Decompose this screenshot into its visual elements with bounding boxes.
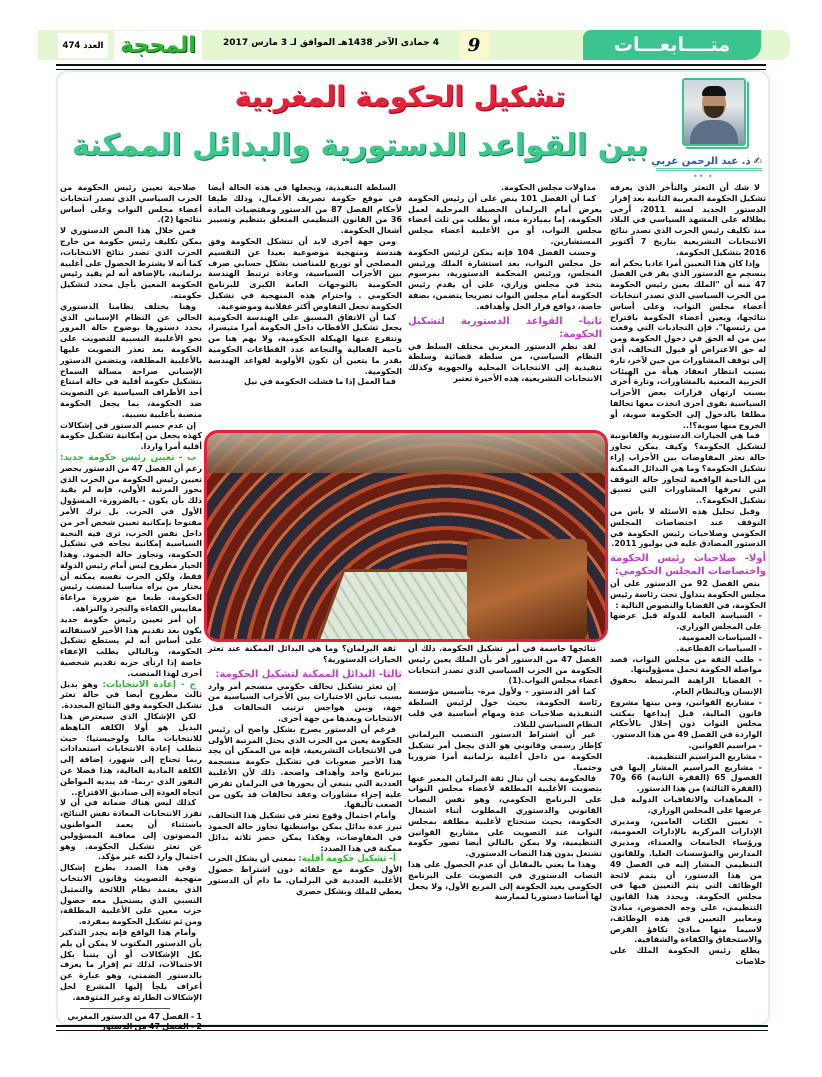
list-item: - تعيين الكتاب العامين، ومديري الإدارات المركزية بالإدارات العمومية، ورؤساء الجامعات والعمداء، ومديري المدارس والمؤسسات العليا. وللقانون التنظيمي المشار إليه في الفصل 49 من هذا الدستور، أن يتمم لائحة الوظائف التي يتم التعيين فيها في مجلس الحكومة. ويحدد هذا القانون التنظيمي، على وجه الخصوص، مبادئ ومعايير التعيين في هذه الوظائف، لاسيما منها مبادئ تكافؤ الفرص والاستحقاق والكفاءة والشفافية. bbox=[610, 816, 762, 945]
column-4 bbox=[60, 183, 202, 1033]
paragraph: فما العمل إذا ما فشلت الحكومة في نيل bbox=[243, 377, 396, 387]
paragraph: ومن جهة أخرى لابد أن تتشكل الحكومة وفق هندسة ومنهجية موضوعية بعيدا عن التقسيم المصلحي أو توزيع للمناصب بشكل حسابي صرف بين الأحزاب السياسية، وعادة ترتبط الهندسة الحكومية بالتوجهات العامة الكبرى للبرنامج الحكومي . واحترام هذه المنهجية في تشكيل الحكومة تجعل التفاوض أكثر عقلانية وموضوعية. bbox=[208, 236, 402, 311]
article-subtitle: بين القواعد الدستورية والبدائل الممكنة bbox=[71, 128, 649, 163]
list-item: - مراسيم القوانين. bbox=[688, 741, 762, 751]
paragraph: فما هي الخيارات الدستورية والقانونية لتشكيل الحكومة؟ وكيف يمكن تجاوز حالة تعثر المفاوضات بين الأحزاب إزاء تشكيل الحكومة؟ وما هي البدائل الممكنة من الناحية الواقعية لتجاوز حالة التوقف التي تعرفها المشاورات التي تسبق تشكيل الحكومة؟.. bbox=[610, 431, 766, 506]
magazine-logo: المحجة bbox=[114, 31, 202, 60]
paragraph: فالحكومة يجب أن تنال ثقة البرلمان المعبر عنها بتصويت الأغلبية المطلقة لأعضاء مجلس النواب على البرنامج الحكومي، وهو نفس النصاب القانوني والدستوري المطلوب أثناء اشتغال الحكومة، بحيث ستحتاج لأغلبية مطلقة بمجلس النواب عند التصويت على مشاريع القوانين التنظيمية، ولا يمكن بالتالي أيضا تصور حكومة تشتغل بدون هذا النصاب الدستوري. bbox=[408, 773, 602, 859]
paragraph: ينص الفصل 92 من الدستور على أن مجلس الحكومة يتداول تحت رئاسة رئيس الحكومة، في القضايا والنصوص التالية : bbox=[610, 579, 766, 610]
column-3-top bbox=[208, 183, 402, 388]
subheading-lead: ب - تعيين رئيس حكومة جديد: bbox=[60, 452, 196, 463]
footnote-divider bbox=[80, 1008, 170, 1009]
subheading-lead: أ- تشكيل حكومة أقلية: bbox=[298, 854, 396, 865]
paragraph: يطلع رئيس الحكومة الملك على خلاصات bbox=[610, 946, 766, 966]
column-2-top bbox=[408, 183, 602, 385]
paragraph: إن عدم حسم الدستور في إشكالات كهذه يجعل من إمكانية تشكيل حكومة أقلية أمرا واردا. bbox=[60, 420, 202, 452]
decorative-dots: •• • bbox=[693, 172, 714, 181]
paragraph: فرغم أن الدستور يصرح بشكل واضح أن رئيس الحكومة يعين من الحزب الذي يحتل المرتبة الأولى في الانتخابات التشريعية، فإنه من الممكن أن يجد هذا الأخير صعوبات في تشكيل حكومة منسجمة ببرنامج واحد وأهداف واضحة. ذلك لأن الأغلبية العددية التي ينبغي أن يحوزها في البرلمان تفرض عليه إجراء مشاورات وعقد تحالفات قد يكون من الصعب تأليفها. bbox=[208, 724, 402, 810]
list-item: - القضايا الراهنة المرتبطة بحقوق الإنسان وبالنظام العام. bbox=[610, 676, 762, 697]
section-heading: ثانيا- القواعد الدستورية لتشكيل الحكومة: bbox=[408, 315, 602, 340]
paragraph: صلاحية تعيين رئيس الحكومة من الحزب السياسي الذي تصدر انتخابات أعضاء مجلس النواب وعلى أساس نتائجها (2). bbox=[60, 183, 202, 225]
footer-divider bbox=[56, 1025, 768, 1031]
paragraph: لقد نظم الدستور المغربي مختلف السلط في النظام السياسي، من سلطة قضائية وسلطة تنفيذية إلى الانتخابات المحلية والجهوية وكذلك الانتخابات التشريعية، هذه الأخيرة تعتبر bbox=[408, 341, 602, 383]
author-byline bbox=[651, 156, 762, 171]
author-photo bbox=[682, 78, 746, 146]
paragraph-with-lead bbox=[208, 854, 402, 897]
pen-icon: ✍ bbox=[753, 156, 762, 167]
paragraph-text: رغم أن الفصل 47 من الدستور يحصر تعيين رئيس الحكومة من الحزب الذي يحوز المرتبة الأولى، فإنه لم يقيد ذلك بأن يكون - بالضرورة- المسؤول الأول في الحزب. بل ترك الأمر مفتوحا بإمكانية تعيين شخص آخر من داخل نفس الحزب، ترى فيه النخبة السياسية إمكانية نجاحه في تشكيل الحكومة، وتجاوز حالة الجمود. وهذا الخيار مطروح ليس أمام رئيس الدولة فقط، ولكن الحزب نفسه يمكنه أن يختار من يراه مناسبا لمنصب رئيس الحكومة، طبعا مع ضرورة مراعاة مقاييس الكفاءة والتجرد والنزاهة. bbox=[60, 463, 202, 614]
list-item: - مشاريع القوانين، ومن بينها مشروع قانون المالية، قبل إيداعها بمكتب مجلس النواب دون إخلال بالأحكام الواردة في الفصل 49 من هذا الدستور. bbox=[610, 697, 762, 740]
paragraph: وأمام احتمال وقوع تعثر في تشكيل هذا التحالف، تبرز عدة بدائل يمكن بواسطتها تجاوز حالة الجمود في المفاوضات، وهكذا يمكن حصر ثلاثة بدائل ممكنة في هذا الصدد: bbox=[208, 811, 402, 853]
paragraph: وإذا كان هذا التعيين أمرا عاديا بحكم أنه ينسجم مع الدستور الذي يقر في الفصل 47 منه أن "الملك يعين رئيس الحكومة من الحزب السياسي الذي تصدر انتخابات أعضاء مجلس النواب، وعلى أساس نتائجها، ويعين أعضاء الحكومة باقتراح من رئيسها". فإن التجاذبات التي وقعت بين من له الحق في دخول الحكومة ومن له حق الاعتراض أو قبول التحالف، أدى إلى توقف المشاورات من حين لآخر، تارة بسبب انتظار انعقاد هيأة من الهيئات الحزبية المعنية بالمشاورات، وتارة أخرى بسبب ارتهان قرارات بعض الأحزاب السياسية بقوى أخرى اتخذت معها تحالفا مطلقا بالدخول إلى الحكومة سوية، أو الخروج منها سوية؟!.. bbox=[610, 258, 766, 430]
list-item: - السياسة العامة للدولة قبل عرضها على المجلس الوزاري. bbox=[610, 611, 762, 632]
page-number: 9 bbox=[459, 31, 489, 59]
list-item: - طلب الثقة من مجلس النواب، قصد مواصلة الحكومة تحمل مسؤوليتها. bbox=[610, 654, 762, 675]
section-heading: أولا- صلاحيات رئيس الحكومة واختصاصات المجلس الحكومي: bbox=[610, 553, 766, 578]
paragraph: مداولات مجلس الحكومة. bbox=[501, 183, 596, 192]
column-3-bottom bbox=[208, 644, 402, 898]
paragraph: إن تعثر تشكيل تحالف حكومي منسجم أمر وارد بسبب تباين الاختيارات بين الأحزاب السياسية من جهة، وبين هواجس ترتيب التحالفات قبل الانتخابات وبعدها من جهة أخرى. bbox=[208, 681, 402, 723]
list-item: - مشاريع المراسيم المشار إليها في الفصول 65 (الفقرة الثانية) 66 و70 (الفقرة الثالثة) من هذا الدستور. bbox=[610, 762, 762, 794]
paragraph-with-lead bbox=[60, 453, 202, 615]
footnote: 2 - الفصل 47 من الدستور bbox=[101, 1022, 202, 1032]
issue-number-box bbox=[58, 33, 108, 58]
list-item: - السياسات العمومية. bbox=[678, 633, 762, 643]
parliament-photo bbox=[204, 430, 608, 642]
issue-number: 474 bbox=[62, 40, 81, 51]
paragraph: وحسب الفصل 104 فإنه يمكن لرئيس الحكومة حل مجلس النواب، بعد استشارة الملك ورئيس المجلس، ورئيس المحكمة الدستورية، بمرسوم يتخذ في مجلس وزاري، على أن يقدم رئيس الحكومة أمام مجلس النواب تصريحا يتضمن، بصفة خاصة، دوافع قرار الحل وأهدافه. bbox=[408, 247, 602, 311]
paragraph-text: وهو بديل ثالث مطروح أيضا في حالة تعثر تشكيل الحكومة وفق النتائج المحددة. bbox=[60, 679, 202, 711]
footnote: 1 - الفصل 47 من الدستور المغربي bbox=[67, 1011, 202, 1021]
paragraph-text: بمعنى أن يشكل الحزب الأول حكومة مع حلفائه دون اشتراط حصول الأغلبية العددية في البرلمان. ما دام أن الدستور يعطي للملك وبشكل حصري bbox=[208, 854, 402, 896]
paragraph: وأمام هذا الواقع فإنه يجدر التذكير بأن الدستور المكتوب لا يمكن أن يلم بكل الإشكالات أو أن يتنبأ بكل الاحتمالات، لذلك تم إقرار ما يعرف بالدستور الضمني، وهو عبارة عن أعراف يلجأ إليها المشرع لحل الإشكالات الطارئة وغير المتوقعة. bbox=[60, 927, 202, 1002]
paragraph: فمن خلال هذا النص الدستوري لا يمكن تكليف رئيس حكومة من خارج الحزب الذي تصدر نتائج الانتخابات، كما أنه لا يشترط الحصول على أغلبية برلمانية، بالإضافة أنه لم يقيد رئيس الحكومة المعين بأجل محدد لتشكيل حكومته. bbox=[60, 226, 202, 300]
article-title: تشكيل الحكومة المغربية bbox=[234, 80, 566, 113]
list-item: - المعاهدات والاتفاقيات الدولية قبل عرضها على المجلس الوزاري. bbox=[610, 795, 762, 815]
paragraph: لكن الإشكال الذي سيعترض هذا البديل هو أولا الكلفة الباهظة للانتخابات ماليا ولوجيستيا؛ حيث تتطلب إعادة الانتخابات استعدادات ربما تحتاج إلى شهور، إضافة إلى الكلفة المادية العالية، هذا فضلا عن النفور الذي -ربما- قد يبديه المواطن اتجاه العودة إلى صناديق الاقتراع.. bbox=[60, 712, 202, 797]
section-tab[interactable]: متــــابعـــات bbox=[583, 30, 761, 60]
author-name: ذ. عبد الرحمن غربي bbox=[651, 156, 751, 167]
section-heading: ثالثا- البدائل الممكنة لتشكيل الحكومة: bbox=[215, 668, 402, 680]
list-item: - مشاريع المراسيم التنظيمية. bbox=[646, 751, 762, 761]
paragraph: إن أمر تعيين رئيس حكومة جديد يكون بعد تقديم هذا الأخير لاستقالته على أساس أنه لم يستطع تشكيل الحكومة، وبالتالي يطلب الإعفاء خاصة إذا ارتأى حزبه تقديم شخصية أخرى لهذا المنصب. bbox=[60, 614, 202, 678]
paragraph: غير أن اشتراط الدستور التنصيب البرلماني كإطار رسمي وقانوني هو الذي يجعل أمر تشكيل الحكومة من داخل أغلبية برلمانية أمرا ضروريا وحتميا. bbox=[408, 730, 602, 772]
paragraph-with-lead bbox=[60, 680, 202, 712]
paragraph: ثقة البرلمان؟ وما هي البدائل الممكنة عند تعثر الخيارات الدستورية؟ bbox=[208, 644, 402, 664]
column-2-bottom bbox=[408, 644, 602, 903]
paragraph: لا شك أن التعثر والتأخر الذي يعرفه تشكيل الحكومة المغربية الثانية بعد إقرار الدستور الجديد لسنة 2011، أرخى بظلاله على المشهد السياسي في البلاد منذ تكليف رئيس الحزب الذي تصدر نتائج الانتخابات التشريعية بتاريخ 7 أكتوبر 2016 بتشكيل الحكومة. bbox=[610, 183, 767, 257]
paragraph: كما أن الاتفاق المسبق على الهندسة الحكومية يجعل تشكيل الأقطاب داخل الحكومة أمرا متيسرا، وتتفرع عنها الهيكلة الحكومية، ولا يهم هنا من ناحية الفعالية والنجاعة عدد القطاعات الحكومية بقدر ما يتعين أن تكون الأولوية لقواعد الهندسة الحكومية. bbox=[208, 312, 402, 376]
paragraph: وهنا يختلف نظامنا الدستوري الحالي عن النظام الإسباني الذي يحدد دستورها بوضوح حالة المرور نحو الأغلبية النسبية للتصويت على الحكومة بعد تعذر التصويت عليها بالأغلبية المطلقة، ويتضمن الدستور الإسباني صراحة مسالة السماح بتشكيل حكومة أقلية في حالة امتناع أحد الأطراف السياسية عن التصويت ضد الحكومة، بما يجعل الحكومة منصبة بأغلبية نسبية. bbox=[60, 301, 202, 419]
list-item: - السياسات القطاعية. bbox=[676, 643, 762, 653]
column-1 bbox=[610, 183, 766, 968]
issue-label: العدد bbox=[83, 40, 104, 51]
paragraph: السلطة التنفيذية، ويجعلها في هذه الحالة أيضا في موقع حكومة تصريف الأعمال، وذلك طبقا لأحكام الفصل 87 من الدستور ومقتضيات المادة 36 من القانون التنظيمي المتعلق بتنظيم وتسيير أشغال الحكومة. bbox=[208, 183, 402, 236]
paragraph: كما أن الفصل 101 ينص على أن رئيس الحكومة يعرض أمام البرلمان الحصيلة المرحلية لعمل الحكومة، إما بمبادرة منه، أو بطلب من ثلث أعضاء مجلس النواب، أو من الأغلبية أعضاء مجلس المستشارين. bbox=[408, 193, 602, 246]
paragraph: كذلك ليس هناك ضمانة في أن لا تفرز الانتخابات المعادة نفس النتائج، باستثناء أن يعمد المواطنون المصوتون إلى معاقبة المسؤولين عن تعثر تشكيل الحكومة. وهو احتمال وارد لكنه غير مؤكد. bbox=[60, 798, 202, 862]
subheading-lead: ج - إعادة الانتخابات: bbox=[102, 679, 196, 690]
paragraph: وقبل تحليل هذه الأسئلة لا بأس من التوقف عند اختصاصات المجلس الحكومي وصلاحيات رئيس الحكومة في الدستور المصادق عليه في يوليوز 2011. bbox=[610, 506, 766, 549]
paragraph: نتائجها حاسمة في أمر تشكيل الحكومة. ذلك أن الفصل 47 من الدستور أقر بأن الملك يعين رئيس الحكومة من الحزب السياسي الذي تصدر انتخابات أعضاء مجلس النواب.(1) bbox=[408, 644, 602, 686]
paragraph: كما أقر الدستور - ولأول مرة- بتأسيس مؤسسة رئاسة الحكومة، بحيث خول لرئيس السلطة التنفيذية صلاحيات عدة ومهام أساسية في قلب النظام السياسي للبلاد. bbox=[408, 687, 602, 729]
paragraph: وهذا ما يعني بالمقابل أن عدم الحصول على هذا النصاب الدستوري في التصويت على البرنامج الحكومي يعيد الحكومة إلى المربع الأول، ولا يجعل لها أساسا دستوريا لممارسة bbox=[408, 859, 602, 902]
issue-date: 4 جمادى الآخر 1438هـ الموافق لـ 3 مارس 2017 bbox=[223, 38, 439, 48]
paragraph: وفي هذا الصدد يطرح إشكال منهجية التصويت وقانون الانتخاب الذي يعتمد نظام اللائحة والتمثيل النسبي الذي يستحيل معه حصول حزب معين على الأغلبية المطلقة، ومن ثم تشكيل الحكومة بمفرده. bbox=[60, 863, 202, 927]
